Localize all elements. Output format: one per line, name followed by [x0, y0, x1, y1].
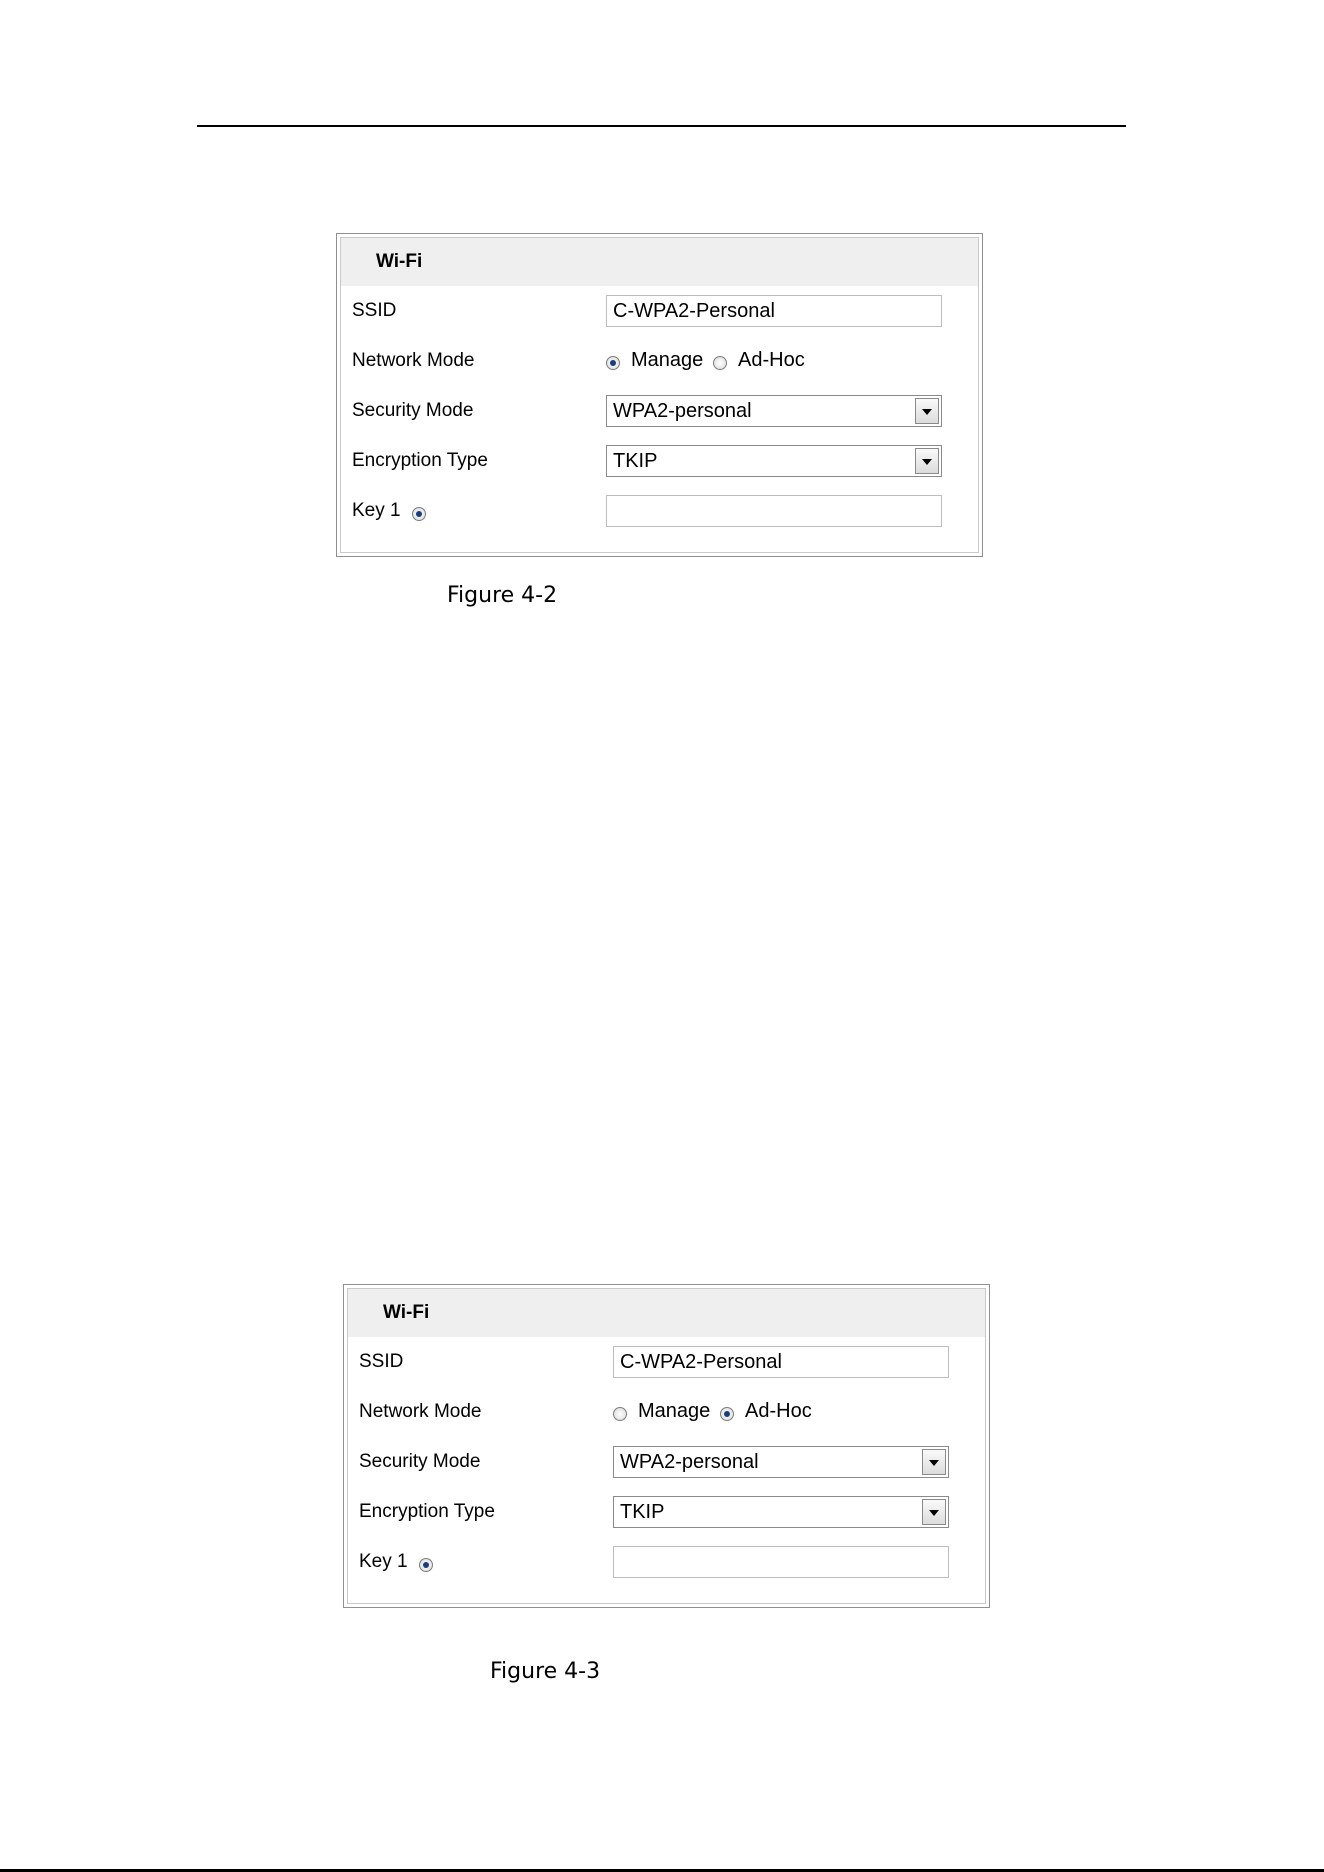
security-mode-select[interactable]	[613, 1446, 949, 1478]
ssid-label: SSID	[359, 1351, 404, 1372]
manage-radio-label: Manage	[638, 1400, 711, 1422]
encryption-type-label: Encryption Type	[359, 1501, 495, 1522]
encryption-type-value: TKIP	[613, 450, 658, 472]
key-1-input[interactable]	[606, 495, 942, 527]
panel-inner	[347, 1288, 986, 1604]
security-mode-value: WPA2-personal	[613, 400, 752, 422]
key-1-label: Key 1	[352, 500, 401, 521]
panel-title: Wi-Fi	[376, 251, 423, 272]
chevron-down-icon[interactable]	[915, 398, 939, 424]
manage-radio[interactable]	[613, 1407, 627, 1421]
ad-hoc-radio[interactable]	[713, 356, 727, 370]
manage-radio-label: Manage	[631, 349, 704, 371]
ssid-input[interactable]: C-WPA2-Personal	[606, 295, 942, 327]
chevron-down-icon[interactable]	[915, 448, 939, 474]
ad-hoc-radio-label: Ad-Hoc	[745, 1400, 812, 1422]
encryption-type-select[interactable]	[606, 445, 942, 477]
security-mode-select[interactable]	[606, 395, 942, 427]
security-mode-label: Security Mode	[352, 400, 474, 421]
figure-caption: Figure 4-3	[490, 1659, 601, 1684]
chevron-down-icon[interactable]	[922, 1449, 946, 1475]
key-1-input[interactable]	[613, 1546, 949, 1578]
encryption-type-select[interactable]	[613, 1496, 949, 1528]
network-mode-label: Network Mode	[359, 1401, 482, 1422]
manage-radio[interactable]	[606, 356, 620, 370]
panel-inner	[340, 237, 979, 553]
wifi-panel-figure-4-3	[343, 1284, 990, 1608]
chevron-down-icon[interactable]	[922, 1499, 946, 1525]
key-1-label: Key 1	[359, 1551, 408, 1572]
encryption-type-label: Encryption Type	[352, 450, 488, 471]
security-mode-label: Security Mode	[359, 1451, 481, 1472]
panel-title-bar	[348, 1289, 985, 1337]
panel-title-bar	[341, 238, 978, 286]
ssid-label: SSID	[352, 300, 397, 321]
encryption-type-value: TKIP	[620, 1501, 665, 1523]
ad-hoc-radio-label: Ad-Hoc	[738, 349, 805, 371]
security-mode-value: WPA2-personal	[620, 1451, 759, 1473]
ssid-input[interactable]: C-WPA2-Personal	[613, 1346, 949, 1378]
network-mode-label: Network Mode	[352, 350, 475, 371]
ad-hoc-radio[interactable]	[720, 1407, 734, 1421]
key-1-radio[interactable]	[412, 507, 426, 521]
key-1-radio[interactable]	[419, 1558, 433, 1572]
wifi-panel-figure-4-2	[336, 233, 983, 557]
figure-caption: Figure 4-2	[447, 583, 558, 608]
header-rule	[197, 125, 1126, 127]
panel-title: Wi-Fi	[383, 1302, 430, 1323]
